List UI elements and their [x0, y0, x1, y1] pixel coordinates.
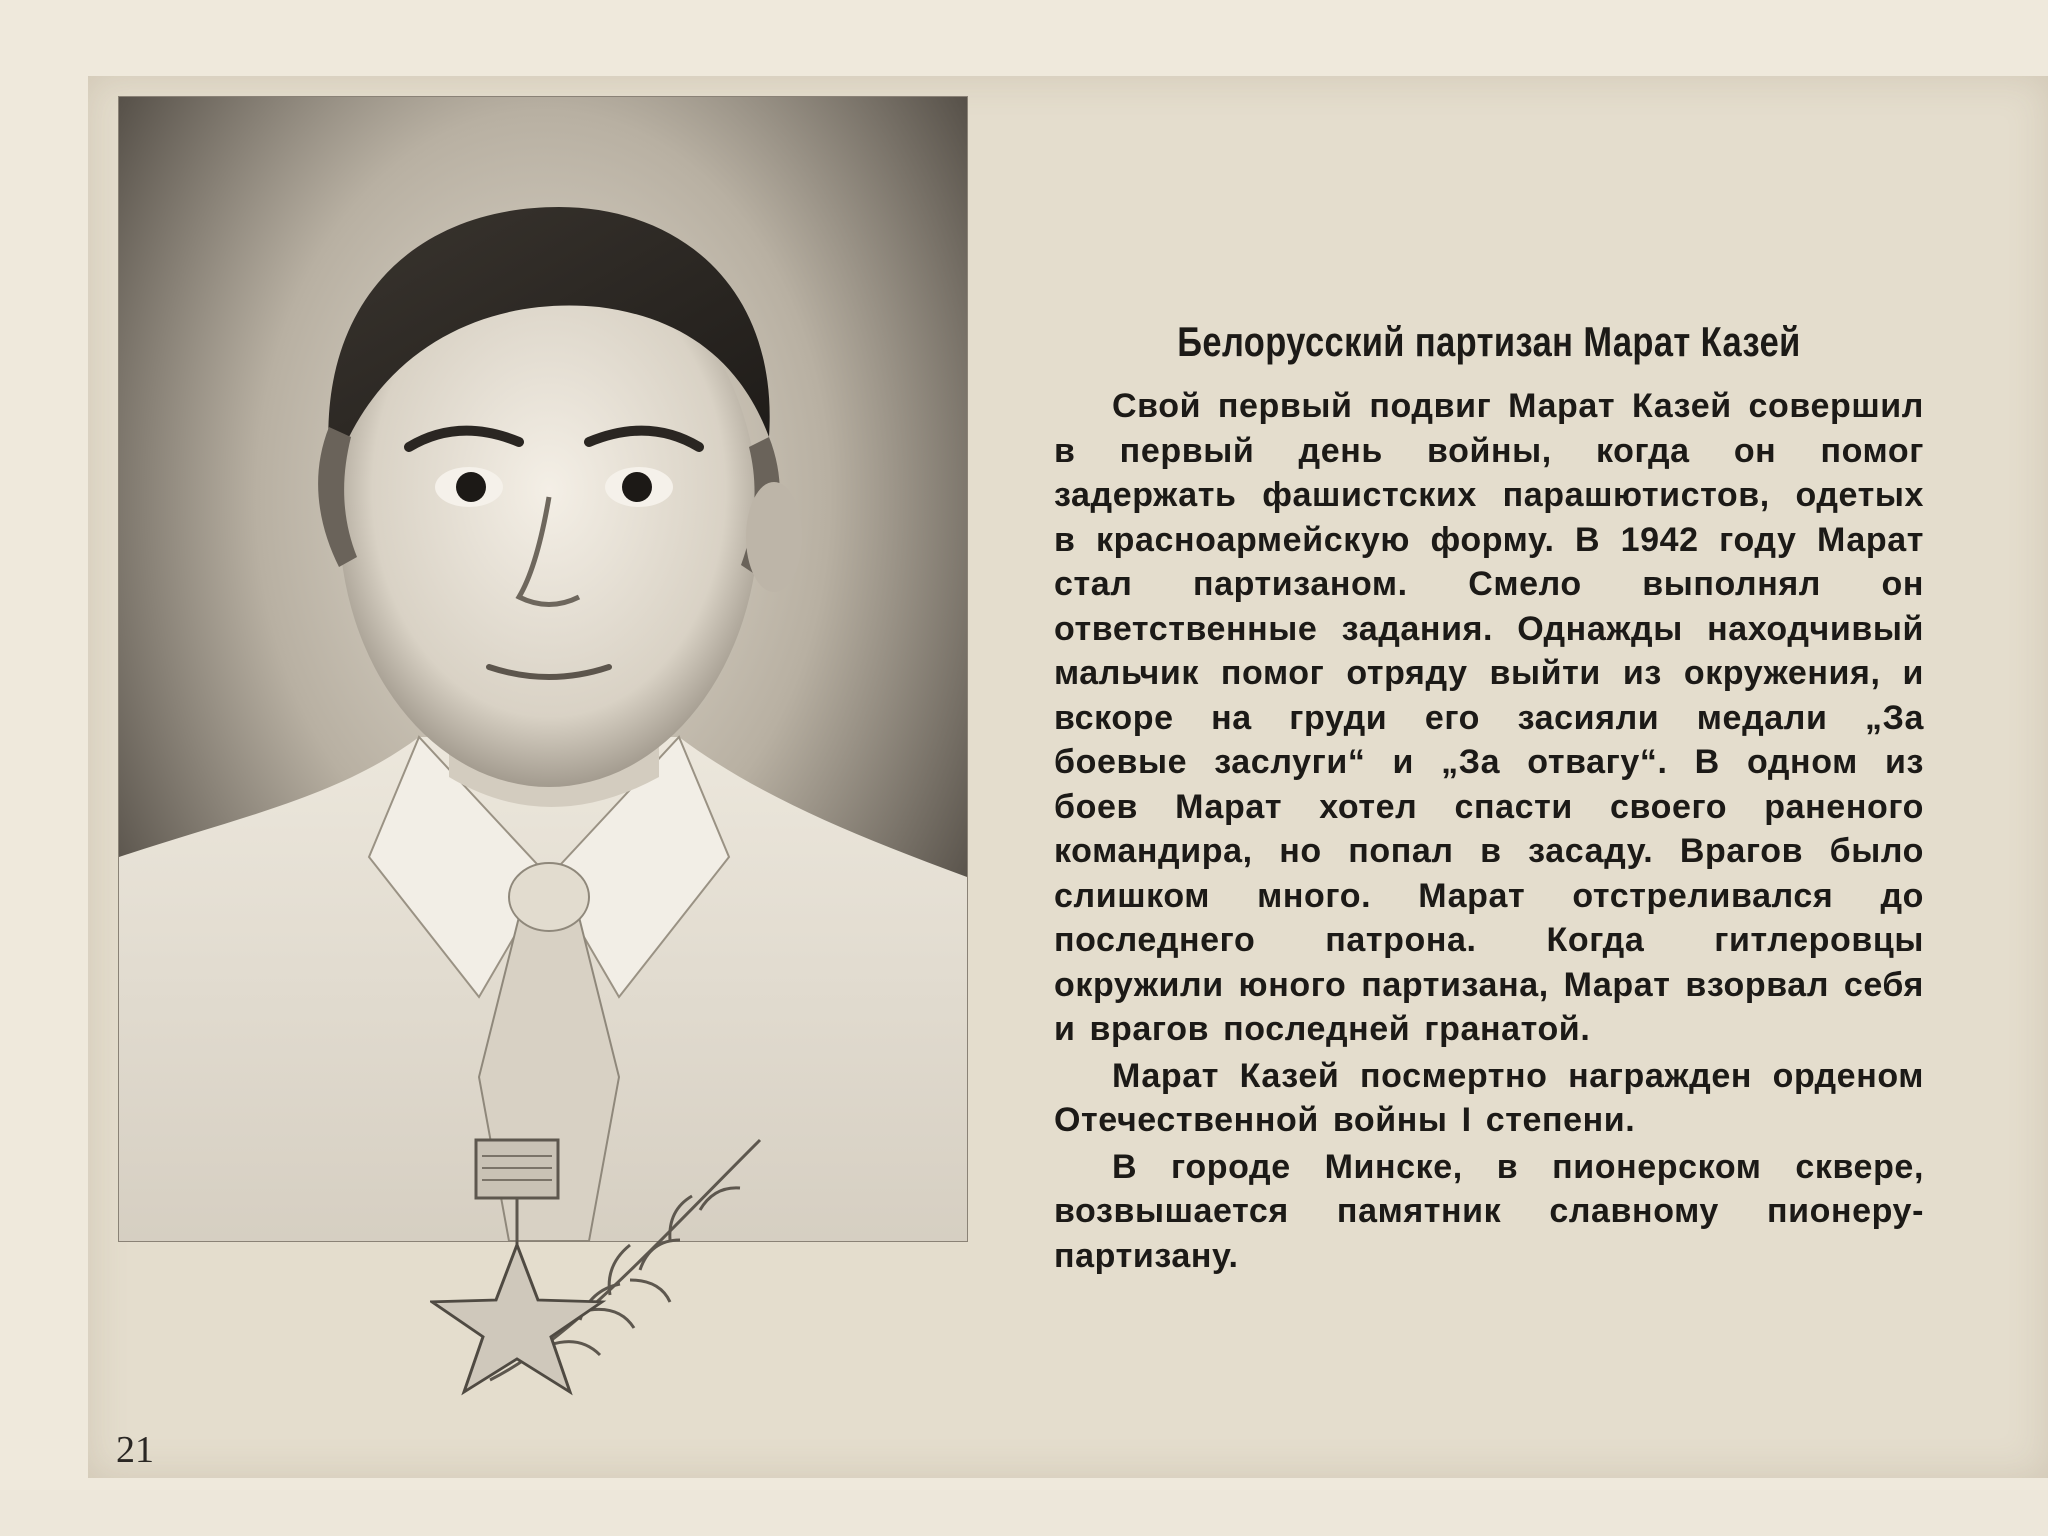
article [1054, 318, 1924, 1280]
article-paragraph: В городе Минске, в пионерском сквере, возвышается памятник славному пионеру-партизану. [1054, 1147, 1924, 1275]
article-paragraph: Свой первый подвиг Марат Казей совершил в первый день войны, когда он помог задержать фашистских парашютистов, одетых в красноармейскую форму. В 1942 году Марат стал партизаном. Смело выполнял он ответственные задания. Однажды находчивый мальчик помог отряду выйти из окружения, и вскоре на груди его засияли медали „За боевые заслуги“ и „За отвагу“. В одном из боев Марат хотел спасти своего раненого командира, но попал в засаду. Врагов было слишком много. Марат отстреливался до последнего патрона. Когда гитлеровцы окружили юного партизана, Марат взорвал себя и врагов последней гранатой. [1054, 387, 1924, 1048]
portrait-photo [118, 96, 968, 1242]
portrait-photo-icon [119, 97, 967, 1241]
article-paragraph: Марат Казей посмертно награжден орденом Отечественной войны I степени. [1054, 1056, 1924, 1139]
hero-star-medal-icon [430, 1130, 810, 1420]
scan-bottom-edge [0, 1490, 2048, 1536]
article-title: Белорусский партизан Марат Казей [1177, 318, 1801, 365]
page-number: 21 [116, 1429, 154, 1471]
